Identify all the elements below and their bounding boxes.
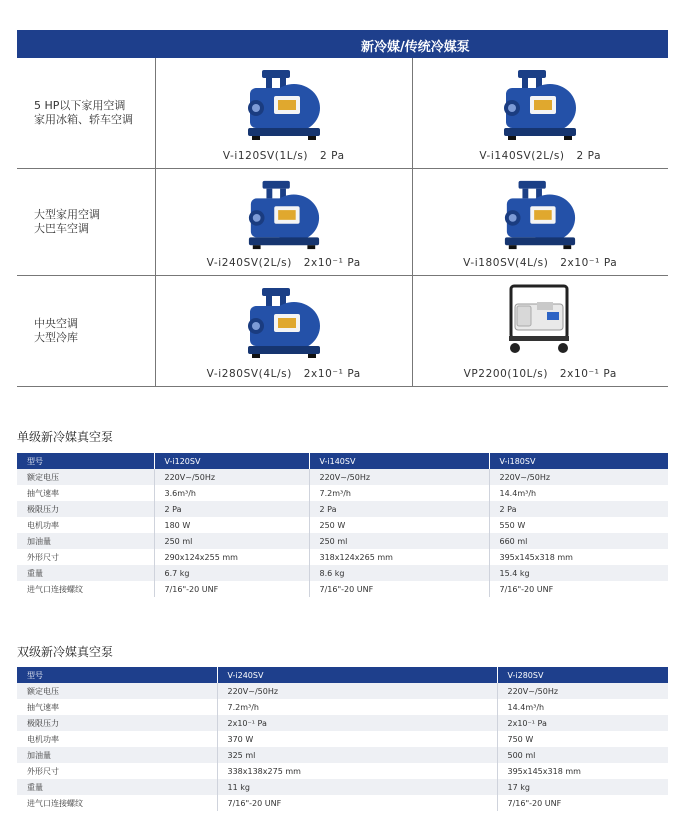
table-row	[17, 549, 668, 565]
column-header-model: V-i140SV	[309, 453, 489, 469]
table-row	[17, 731, 668, 747]
spec-value: 3.6m³/h	[154, 485, 309, 501]
spec-value: 7.2m³/h	[309, 485, 489, 501]
spec-label: 极限压力	[17, 715, 217, 731]
spec-value: 660 ml	[489, 533, 668, 549]
product-pressure: 2 Pa	[576, 150, 602, 162]
product-pressure: 2 Pa	[319, 150, 345, 162]
category-line: 5 HP以下家用空调	[34, 99, 126, 112]
table-row	[17, 795, 668, 811]
table-row	[17, 469, 668, 485]
product-cell	[413, 169, 669, 275]
vacuum-pump-image	[238, 282, 330, 362]
spec-label: 重量	[17, 779, 217, 795]
product-model: V-i280SV(4L/s)	[206, 368, 292, 380]
spec-value: 220V~/50Hz	[217, 683, 497, 699]
product-model: V-i180SV(4L/s)	[463, 257, 549, 269]
product-label	[413, 368, 669, 380]
product-model: VP2200(10L/s)	[463, 368, 549, 380]
product-label	[156, 257, 412, 269]
product-model: V-i140SV(2L/s)	[479, 150, 565, 162]
spec-value: 325 ml	[217, 747, 497, 763]
spec-value: 220V~/50Hz	[309, 469, 489, 485]
single-stage-title: 单级新冷媒真空泵	[17, 430, 114, 444]
grid-row	[17, 276, 668, 387]
spec-value: 2x10⁻¹ Pa	[217, 715, 497, 731]
table-row	[17, 581, 668, 597]
application-category	[17, 276, 156, 386]
spec-label: 额定电压	[17, 683, 217, 699]
table-header-row	[17, 667, 668, 683]
product-label	[156, 368, 412, 380]
spec-label: 外形尺寸	[17, 763, 217, 779]
double-stage-title: 双级新冷媒真空泵	[17, 645, 114, 659]
spec-value: 220V~/50Hz	[154, 469, 309, 485]
grid-header-title: 新冷媒/传统冷媒泵	[361, 40, 470, 55]
category-line: 大巴车空调	[34, 222, 89, 235]
product-cell	[156, 169, 413, 275]
table-row	[17, 683, 668, 699]
table-row	[17, 501, 668, 517]
table-row	[17, 763, 668, 779]
spec-value: 2 Pa	[309, 501, 489, 517]
product-pressure: 2x10⁻¹ Pa	[560, 257, 618, 269]
column-header-model: V-i120SV	[154, 453, 309, 469]
table-row	[17, 485, 668, 501]
spec-label: 抽气速率	[17, 485, 154, 501]
spec-value: 338x138x275 mm	[217, 763, 497, 779]
spec-value: 6.7 kg	[154, 565, 309, 581]
column-header-model: V-i280SV	[497, 667, 668, 683]
spec-value: 8.6 kg	[309, 565, 489, 581]
spec-label: 加油量	[17, 747, 217, 763]
spec-label: 极限压力	[17, 501, 154, 517]
table-row	[17, 779, 668, 795]
spec-label: 外形尺寸	[17, 549, 154, 565]
double-stage-spec-table	[17, 667, 668, 811]
spec-label: 额定电压	[17, 469, 154, 485]
spec-label: 重量	[17, 565, 154, 581]
category-line: 大型冷库	[34, 331, 78, 344]
spec-value: 395x145x318 mm	[507, 766, 581, 776]
spec-value: 2 Pa	[154, 501, 309, 517]
table-header-row	[17, 453, 668, 469]
vacuum-pump-image	[500, 64, 580, 144]
product-grid	[17, 30, 668, 387]
grid-row	[17, 58, 668, 169]
grid-header	[17, 30, 668, 58]
column-header-label: 型号	[17, 667, 217, 683]
spec-value: 370 W	[217, 731, 497, 747]
spec-value: 250 W	[309, 517, 489, 533]
spec-label: 进气口连接螺纹	[17, 795, 217, 811]
spec-value: 290x124x255 mm	[154, 549, 309, 565]
product-cell	[156, 276, 413, 386]
spec-label: 抽气速率	[17, 699, 217, 715]
spec-value: 395x145x318 mm	[499, 552, 573, 562]
application-category	[17, 169, 156, 275]
category-line: 中央空调	[34, 317, 78, 330]
vacuum-pump-image	[244, 175, 324, 253]
spec-value: 2 Pa	[489, 501, 668, 517]
spec-label: 进气口连接螺纹	[17, 581, 154, 597]
product-label	[413, 150, 669, 162]
column-header-label: 型号	[17, 453, 154, 469]
table-row	[17, 533, 668, 549]
table-row	[17, 715, 668, 731]
column-header-model: V-i180SV	[489, 453, 668, 469]
product-label	[413, 257, 669, 269]
table-row	[17, 747, 668, 763]
grid-row	[17, 169, 668, 276]
spec-value: 14.4m³/h	[499, 488, 537, 498]
spec-value: 14.4m³/h	[507, 702, 545, 712]
product-pressure: 2x10⁻¹ Pa	[559, 368, 617, 380]
spec-value: 750 W	[507, 734, 534, 744]
product-pressure: 2x10⁻¹ Pa	[303, 368, 361, 380]
spec-value: 250 ml	[154, 533, 309, 549]
spec-value: 318x124x265 mm	[309, 549, 489, 565]
table-row	[17, 517, 668, 533]
spec-value: 17 kg	[497, 779, 668, 795]
application-category	[17, 58, 156, 168]
spec-value: 500 ml	[497, 747, 668, 763]
spec-value: 220V~/50Hz	[489, 469, 668, 485]
product-cell	[413, 276, 669, 386]
spec-value: 550 W	[499, 520, 526, 530]
category-line: 家用冰箱、轿车空调	[34, 113, 133, 126]
product-cell	[156, 58, 413, 168]
spec-value: 11 kg	[217, 779, 497, 795]
spec-value: 7/16"-20 UNF	[217, 795, 497, 811]
spec-value: 2x10⁻¹ Pa	[497, 715, 668, 731]
spec-value: 180 W	[154, 517, 309, 533]
product-model: V-i120SV(1L/s)	[222, 150, 309, 162]
spec-label: 加油量	[17, 533, 154, 549]
product-label	[156, 150, 412, 162]
vacuum-pump-cart-image	[503, 282, 577, 358]
vacuum-pump-image	[244, 64, 324, 144]
product-cell	[413, 58, 669, 168]
spec-label: 电机功率	[17, 517, 154, 533]
spec-value: 15.4 kg	[489, 565, 668, 581]
table-row	[17, 565, 668, 581]
spec-value: 7.2m³/h	[217, 699, 497, 715]
spec-value: 250 ml	[309, 533, 489, 549]
table-row	[17, 699, 668, 715]
vacuum-pump-image	[500, 175, 580, 253]
single-stage-spec-table	[17, 453, 668, 597]
spec-value: 7/16"-20 UNF	[499, 584, 554, 594]
column-header-model: V-i240SV	[217, 667, 497, 683]
spec-value: 220V~/50Hz	[497, 683, 668, 699]
product-model: V-i240SV(2L/s)	[206, 257, 292, 269]
spec-value: 7/16"-20 UNF	[154, 581, 309, 597]
spec-value: 7/16"-20 UNF	[507, 798, 562, 808]
spec-label: 电机功率	[17, 731, 217, 747]
product-pressure: 2x10⁻¹ Pa	[303, 257, 361, 269]
spec-value: 7/16"-20 UNF	[309, 581, 489, 597]
category-line: 大型家用空调	[34, 208, 100, 221]
